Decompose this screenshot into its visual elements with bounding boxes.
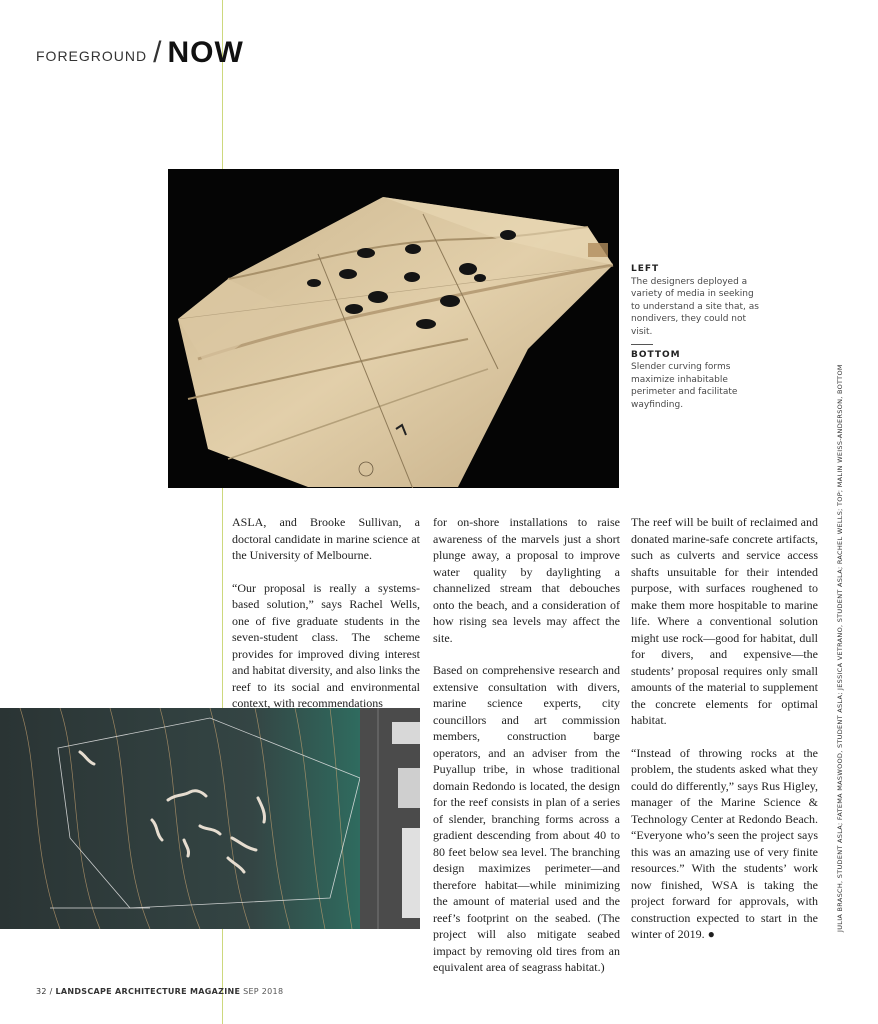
body-column-3 (631, 514, 818, 959)
issue-date: SEP 2018 (243, 987, 284, 996)
end-mark-icon: ● (707, 927, 715, 941)
reef-model-illustration (168, 169, 619, 488)
caption-bottom-text: Slender curving forms maximize inhabitable perimeter and facilitate wayfinding. (631, 362, 738, 410)
section-title: NOW (167, 36, 244, 69)
body-column-1 (232, 514, 420, 728)
publication-name: LANDSCAPE ARCHITECTURE MAGAZINE (55, 987, 241, 996)
caption-bottom-heading: BOTTOM (631, 349, 681, 360)
page-footer (36, 987, 283, 996)
caption-left-heading: LEFT (631, 264, 660, 274)
aerial-site-plan-illustration (0, 708, 420, 929)
aerial-site-plan-photo (0, 708, 420, 929)
section-kicker: FOREGROUND (36, 48, 148, 64)
caption-left-text: The designers deployed a variety of media in seeking to understand a site that, as nondivers, they could not visit. (631, 276, 759, 337)
footer-separator: / (49, 987, 53, 996)
paragraph: Based on comprehensive research and extensive consultation with divers, marine science experts, city councillors and art commission members, construction barge operators, and an adviser from the Puyallup tribe, in whose traditional domain Redondo is located, the design for the reef consists in plan of a series of slender, branching forms across a gradient descending from about 40 to 80 feet below sea level. The branching design maximizes perimeter—and therefore habitat—while minimizing the amount of material used and the reef’s footprint on the seabed. (The project will also mitigate seabed impact by removing old tires from an equivalent area of seagrass habitat.) (433, 663, 620, 974)
section-header (36, 38, 244, 68)
paragraph-text: “Instead of throwing rocks at the problem, the students asked what they could do differently,” says Rus Higley, manager of the Marine Science & Technology Center at Redondo Beach. “Everyone who’s seen the project says this was an amazing use of very finite resources.” With the students’ work now finished, WSA is taking the project forward for approvals, with construction expected to start in the winter of 2019. (631, 745, 818, 941)
reef-model-photo (168, 169, 619, 488)
photo-captions (631, 263, 761, 412)
photo-credits (836, 364, 848, 932)
caption-divider (631, 344, 653, 345)
header-slash: / (153, 36, 162, 69)
paragraph: “Our proposal is really a systems-based solution,” says Rachel Wells, one of five graduate students in the seven-student class. The scheme provides for improved diving interest and habitat diversity, and also links the reef to its social and environmental context, with recommendations (232, 580, 420, 710)
photo-credits-text: JULIA BRASCH, STUDENT ASLA; FATEMA MASWOOD, STUDENT ASLA; JESSICA VETRANO, STUDENT ASLA; RACHEL WELLS; TOP; MALIN WEISS-ANDERSON, BOTTOM (836, 364, 844, 932)
paragraph: for on-shore installations to raise awareness of the marvels just a short plunge away, a proposal to improve water quality by daylighting a channelized stream that debouches onto the beach, and a consideration of how rising sea levels may affect the site. (433, 515, 620, 645)
body-column-2 (433, 514, 620, 992)
page-number: 32 (36, 987, 47, 996)
paragraph (631, 745, 818, 943)
paragraph: ASLA, and Brooke Sullivan, a doctoral candidate in marine science at the University of Melbourne. (232, 515, 420, 562)
paragraph: The reef will be built of reclaimed and donated marine-safe concrete artifacts, such as culverts and service access shafts unsuitable for their intended purpose, with surfaces roughened to make them more hospitable to marine life. Where a conventional solution might use rock—good for habitat, dull for divers, and expensive—the students’ proposal requires only small amounts of the material to supplement the concrete elements for optimal habitat. (631, 515, 818, 727)
